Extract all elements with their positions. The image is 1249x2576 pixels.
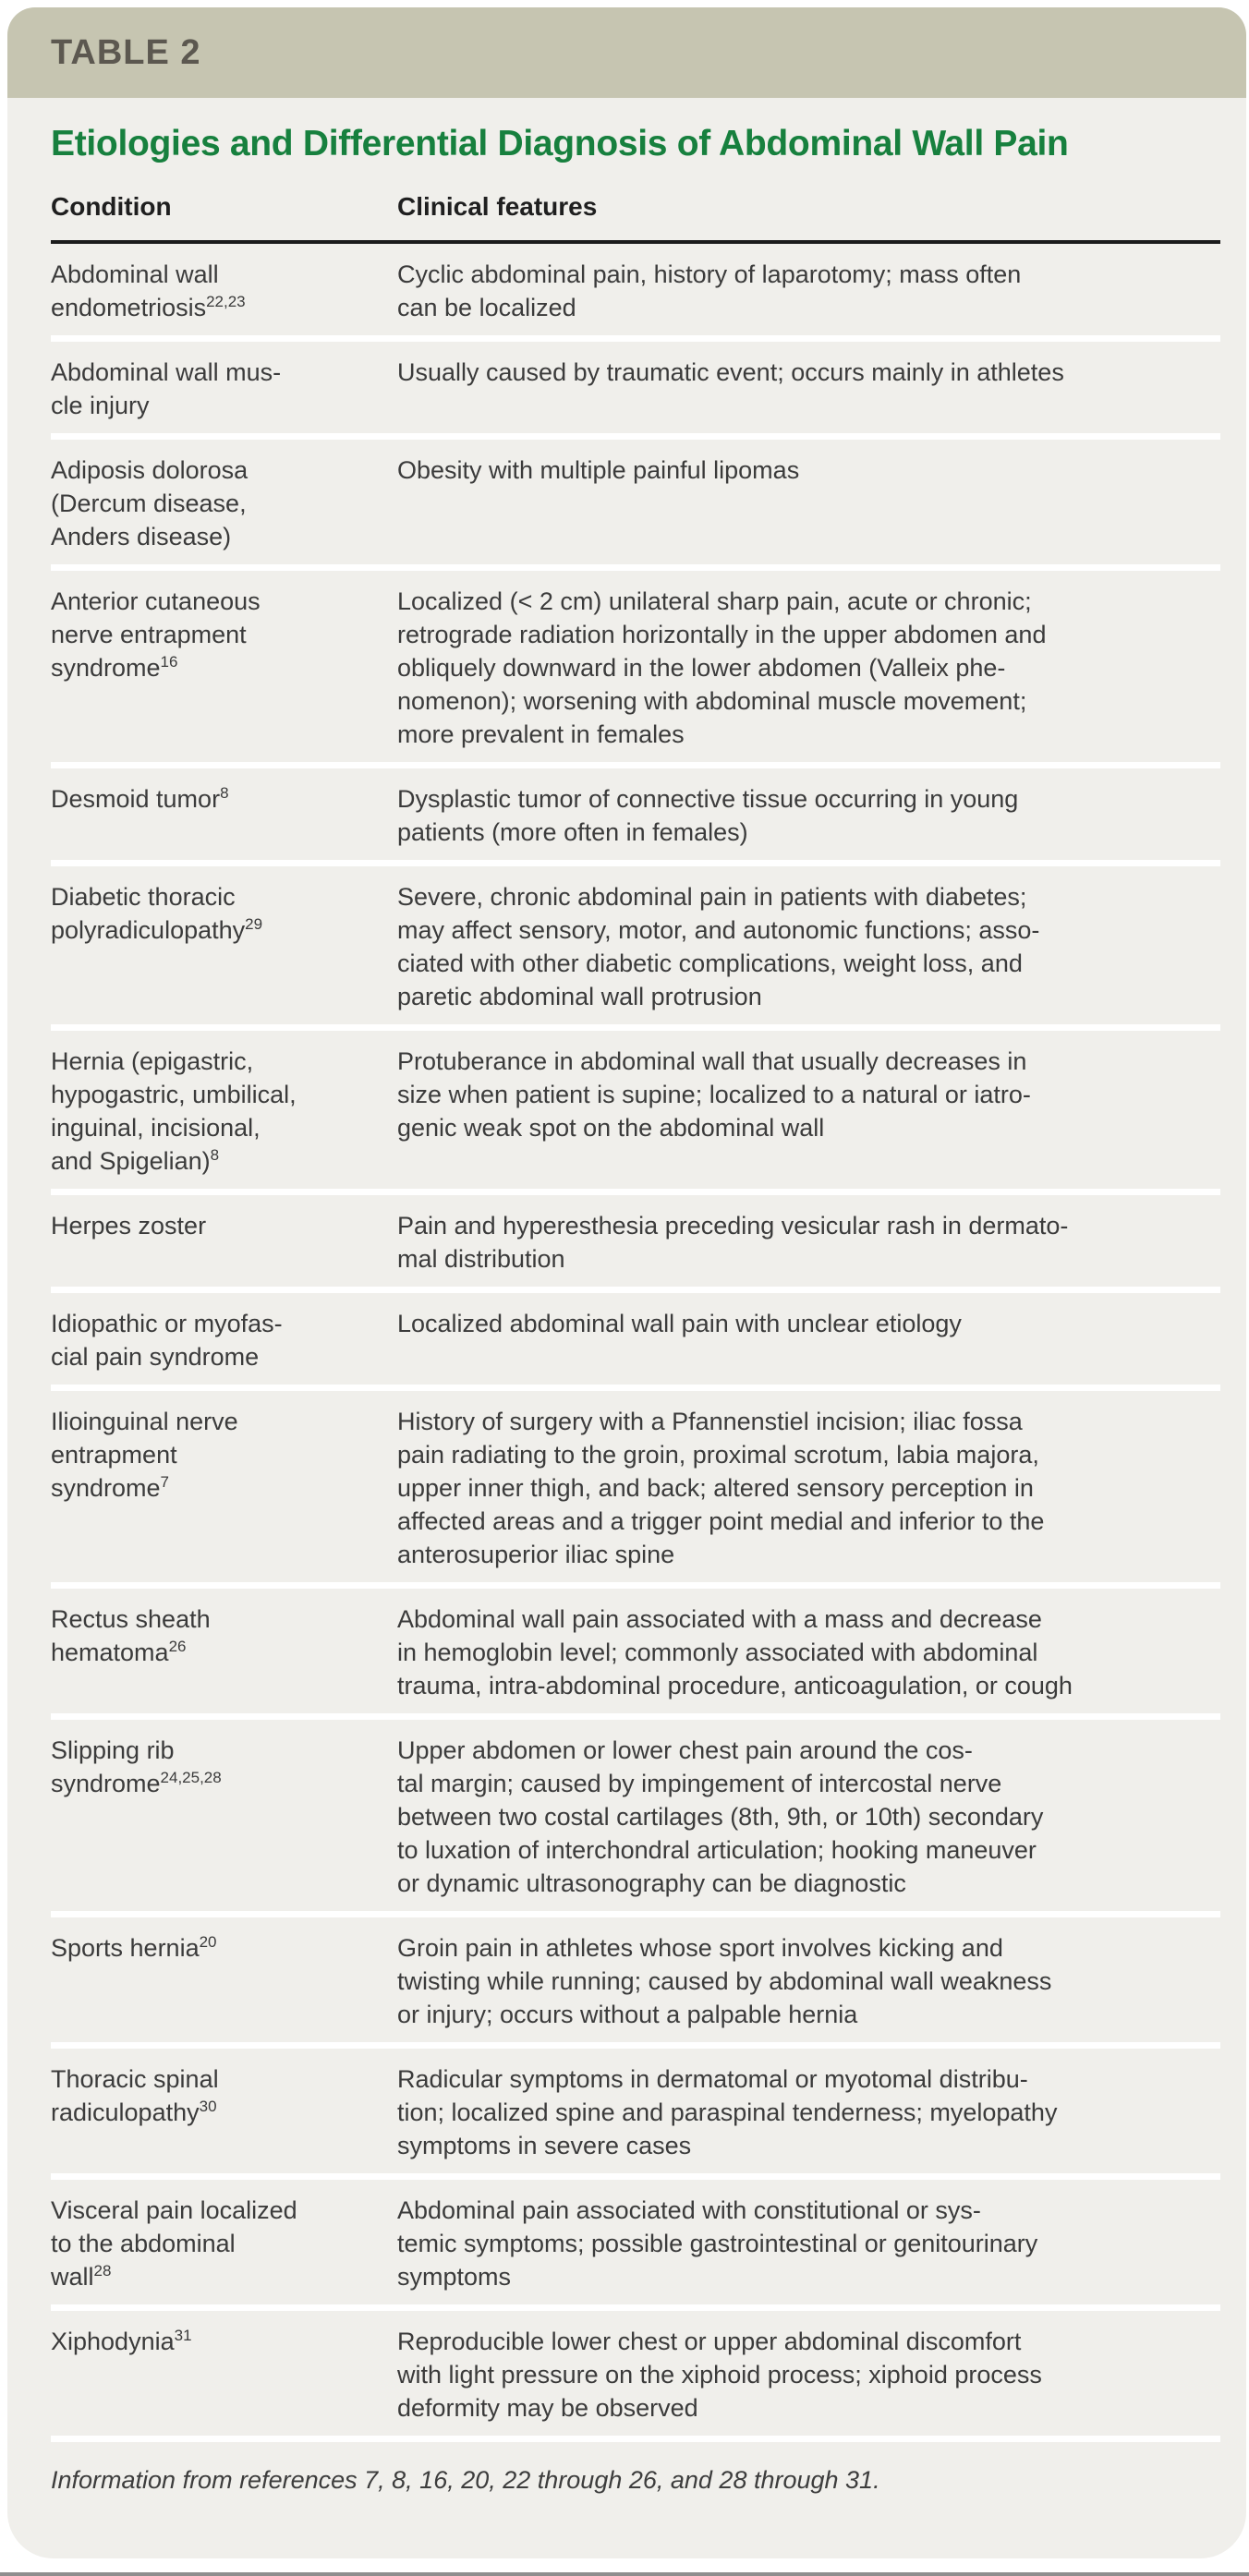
condition-cell: Abdominal wall mus- cle injury [51,358,282,419]
table-row [51,244,1220,342]
features-cell: History of surgery with a Pfannenstiel incision; iliac fossa pain radiating to the groin, proximal scrotum, labia majora, upper inner thigh, and back; altered sensory perception in affected areas and a trigger point medial and inferior to the anterosuperior iliac spine [397,1408,1045,1568]
column-header-condition: Condition [51,192,172,221]
table-label: TABLE 2 [51,32,201,72]
table-row [51,2311,1220,2442]
reference-superscript: 28 [93,2262,112,2280]
table-row [51,342,1220,440]
features-cell: Abdominal wall pain associated with a mass and decrease in hemoglobin level; commonly associated with abdominal trauma, intra-abdominal procedure, anticoagulation, or cough [397,1605,1073,1699]
table-row [51,1589,1220,1720]
features-cell: Obesity with multiple painful lipomas [397,456,800,484]
column-header-clinical-features: Clinical features [397,192,598,221]
condition-cell: Rectus sheath hematoma$^{26}$ [51,1605,211,1666]
table-row [51,1917,1220,2049]
footnote: Information from references 7, 8, 16, 20, 22 through 26, and 28 through 31. [51,2466,880,2494]
features-cell: Abdominal pain associated with constitutional or sys- temic symptoms; possible gastrointestinal or genitourinary symptoms [397,2196,1038,2291]
features-cell: Usually caused by traumatic event; occurs mainly in athletes [397,358,1064,386]
table-row [51,440,1220,571]
condition-cell: Hernia (epigastric, hypogastric, umbilical, inguinal, incisional, and Spigelian)$^8$ [51,1047,297,1175]
condition-cell: Xiphodynia$^{31}$ [51,2327,192,2355]
features-cell: Radicular symptoms in dermatomal or myotomal distribu- tion; localized spine and paraspinal tenderness; myelopathy symptoms in severe cases [397,2065,1058,2159]
bottom-divider [0,2572,1249,2576]
condition-cell: Diabetic thoracic polyradiculopathy$^{29}$ [51,883,263,944]
table-card [7,7,1246,2558]
condition-cell: Herpes zoster [51,1212,207,1240]
reference-superscript: 16 [160,653,178,671]
reference-superscript: 26 [168,1638,187,1655]
reference-superscript: 30 [199,2098,217,2115]
table-row [51,1195,1220,1293]
features-cell: Groin pain in athletes whose sport involves kicking and twisting while running; caused by abdominal wall weakness or injury; occurs without a palpable hernia [397,1934,1052,2028]
features-cell: Pain and hyperesthesia preceding vesicular rash in dermato- mal distribution [397,1212,1069,1273]
table-row [51,768,1220,866]
condition-cell: Slipping rib syndrome$^{24,25,28}$ [51,1736,222,1797]
condition-cell: Visceral pain localized to the abdominal wall$^{28}$ [51,2196,297,2291]
condition-cell: Desmoid tumor$^8$ [51,784,229,813]
condition-cell: Thoracic spinal radiculopathy$^{30}$ [51,2065,219,2126]
reference-superscript: 29 [245,915,263,933]
condition-cell: Sports hernia$^{20}$ [51,1933,217,1962]
table-row [51,1720,1220,1917]
table-content [7,124,1246,2495]
features-cell: Severe, chronic abdominal pain in patients with diabetes; may affect sensory, motor, and autonomic functions; asso- ciated with other diabetic complications, weight loss, and paretic abdominal wall protrusion [397,883,1040,1010]
table-row [51,1031,1220,1195]
features-cell: Cyclic abdominal pain, history of laparotomy; mass often can be localized [397,260,1022,321]
reference-superscript: 20 [199,1933,217,1951]
condition-cell: Idiopathic or myofas- cial pain syndrome [51,1310,283,1371]
table-row [51,571,1220,768]
table-title: Etiologies and Differential Diagnosis of Abdominal Wall Pain [51,124,1069,163]
column-header-row [51,192,1220,244]
features-cell: Localized (< 2 cm) unilateral sharp pain, acute or chronic; retrograde radiation horizontally in the upper abdomen and obliquely downward in the lower abdomen (Valleix phe- nomenon); worsening with abdominal muscle movement; more prevalent in females [397,587,1047,748]
features-cell: Reproducible lower chest or upper abdominal discomfort with light pressure on the xiphoid process; xiphoid process deformity may be observed [397,2328,1042,2422]
features-cell: Protuberance in abdominal wall that usually decreases in size when patient is supine; localized to a natural or iatro- genic weak spot on the abdominal wall [397,1047,1031,1142]
condition-cell: Anterior cutaneous nerve entrapment syndrome$^{16}$ [51,587,261,682]
reference-superscript: 24,25,28 [160,1769,222,1786]
reference-superscript: 7 [160,1473,170,1491]
table-rows [51,244,1220,2442]
condition-cell: Ilioinguinal nerve entrapment syndrome$^7$ [51,1408,238,1502]
features-cell: Localized abdominal wall pain with unclear etiology [397,1310,962,1337]
table-row [51,866,1220,1031]
features-cell: Upper abdomen or lower chest pain around the cos- tal margin; caused by impingement of intercostal nerve between two costal cartilages (8th, 9th, or 10th) secondary to luxation of interchondral articulation; hooking maneuver or dynamic ultrasonography can be diagnostic [397,1736,1044,1897]
reference-superscript: 22,23 [206,293,246,310]
condition-cell: Abdominal wall endometriosis$^{22,23}$ [51,260,246,321]
table-header-bar [7,7,1246,98]
table-row [51,1391,1220,1589]
reference-superscript: 8 [210,1146,220,1164]
table-row [51,2180,1220,2311]
reference-superscript: 31 [174,2327,192,2344]
table-row [51,2049,1220,2180]
table-row [51,1293,1220,1391]
features-cell: Dysplastic tumor of connective tissue occurring in young patients (more often in females) [397,785,1019,846]
reference-superscript: 8 [220,784,229,802]
condition-cell: Adiposis dolorosa (Dercum disease, Anders disease) [51,456,249,550]
